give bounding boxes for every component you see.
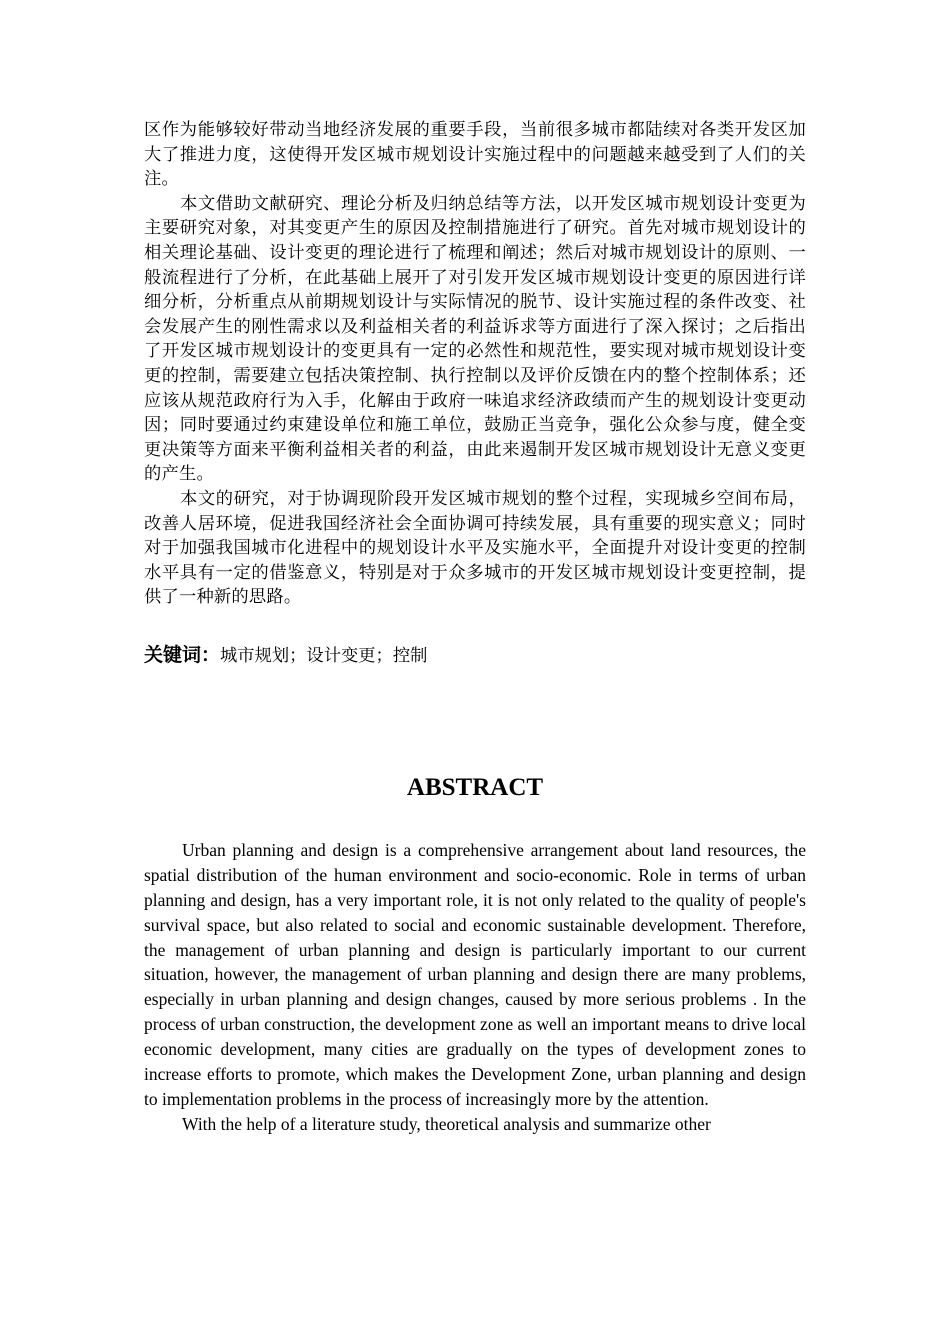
abstract-heading: ABSTRACT xyxy=(406,773,544,801)
cn-paragraph-continued: 区作为能够较好带动当地经济发展的重要手段，当前很多城市都陆续对各类开发区加大了推进力度，这使得开发区城市规划设计实施过程中的问题越来越受到了人们的关注。 xyxy=(144,120,806,190)
en-paragraph-methods: With the help of a literature study, theoretical analysis and summarize other xyxy=(182,1113,711,1134)
page-content xyxy=(144,118,806,1137)
keywords-value: 城市规划；设计变更；控制 xyxy=(220,645,428,666)
cn-paragraph-significance: 本文的研究，对于协调现阶段开发区城市规划的整个过程，实现城乡空间布局，改善人居环境，促进我国经济社会全面协调可持续发展，具有重要的现实意义；同时对于加强我国城市化进程中的规划设计水平及实施水平，全面提升对设计变更的控制水平具有一定的借鉴意义，特别是对于众多城市的开发区城市规划设计变更控制，提供了一种新的思路。 xyxy=(144,488,806,608)
cn-paragraph-methods: 本文借助文献研究、理论分析及归纳总结等方法，以开发区城市规划设计变更为主要研究对象，对其变更产生的原因及控制措施进行了研究。首先对城市规划设计的相关理论基础、设计变更的理论进行了梳理和阐述；然后对城市规划设计的原则、一般流程进行了分析，在此基础上展开了对引发开发区城市规划设计变更的原因进行详细分析，分析重点从前期规划设计与实际情况的脱节、设计实施过程的条件改变、社会发展产生的刚性需求以及利益相关者的利益诉求等方面进行了深入探讨；之后指出了开发区城市规划设计的变更具有一定的必然性和规范性，要实现对城市规划设计变更的控制，需要建立包括决策控制、执行控制以及评价反馈在内的整个控制体系；还应该从规范政府行为入手，化解由于政府一味追求经济政绩而产生的规划设计变更动因；同时要通过约束建设单位和施工单位，鼓励正当竞争，强化公众参与度，健全变更决策等方面来平衡利益相关者的利益，由此来遏制开发区城市规划设计无意义变更的产生。 xyxy=(144,193,806,485)
chinese-abstract-body xyxy=(144,118,806,610)
english-abstract-body xyxy=(144,838,806,1137)
en-paragraph-intro: Urban planning and design is a comprehensive arrangement about land resources, the spatial distribution of the human environment and socio-economic. Role in terms of urban planning and design, has a very important role, it is not only related to the quality of people's survival space, but also related to social and economic sustainable development. Therefore, the management of urban planning and design is particularly important to our current situation, however, the management of urban planning and design there are many problems, especially in urban planning and design changes, caused by more serious problems . In the process of urban construction, the development zone as well an important means to drive local economic development, many cities are gradually on the types of development zones to increase efforts to promote, which makes the Development Zone, urban planning and design to implementation problems in the process of increasingly more by the attention. xyxy=(144,839,806,1109)
keywords-label: 关键词： xyxy=(144,643,221,666)
keywords-line xyxy=(144,642,806,669)
